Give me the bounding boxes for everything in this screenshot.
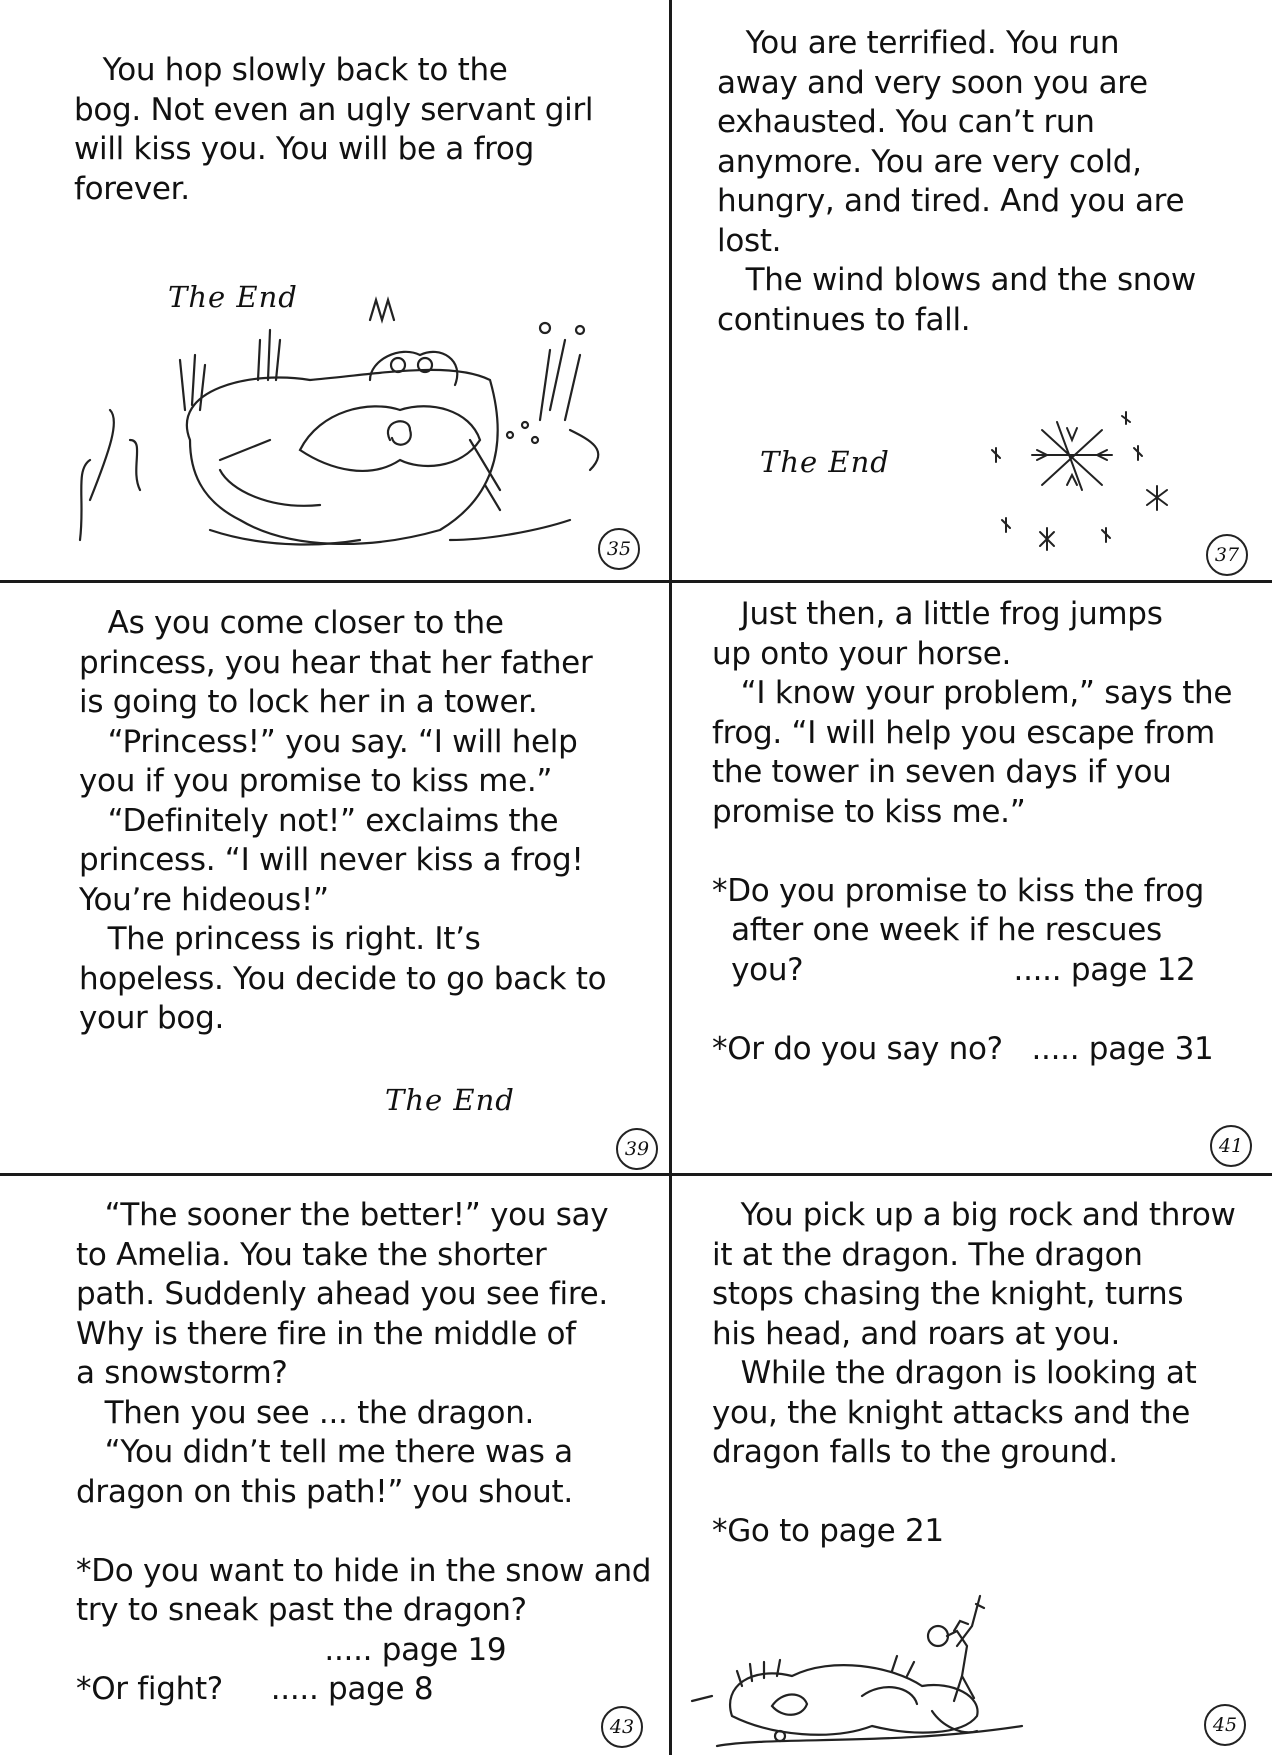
frog-illustration [70, 300, 630, 560]
panel-text: You pick up a big rock and throw it at the dragon. The dragon stops chasing the knight, turns his head, and roars at you. While the dragon is looking at you, the knight attacks and the dragon falls to the ground. *Go to page 21 [712, 1197, 1236, 1549]
the-end-label: The End [168, 280, 298, 314]
panel-page-35 [0, 0, 669, 580]
panel-text: As you come closer to the princess, you hear that her father is going to lock her in a tower. “Princess!” you say. “I will help you if you promise to kiss me.” “Definitely not!” exclaims the princess. “I will never kiss a frog! You’re hideous!” The princess is right. It’s hopeless. You decide to go back to your bog. [79, 605, 607, 1036]
panel-text: You hop slowly back to the bog. Not even an ugly servant girl will kiss you. You will be a frog forever. [74, 52, 594, 207]
panel-page-41 [672, 583, 1272, 1173]
page-number-badge: 35 [598, 528, 640, 570]
panel-page-37 [672, 0, 1272, 580]
snowflake-illustration [972, 410, 1232, 560]
panel-text: “The sooner the better!” you say to Amelia. You take the shorter path. Suddenly ahead you see fire. Why is there fire in the middle of a snowstorm? Then you see ... the dragon. “You didn’t tell me there was a dragon on this path!” you shout. *Do you want to hide in the snow and try to sneak past the dragon? ..... page 19 *Or fight? ..... page 8 [76, 1197, 652, 1707]
panel-text: You are terrified. You run away and very soon you are exhausted. You can’t run anymore. You are very cold, hungry, and tired. And you are lost. The wind blows and the snow continues to fall. [717, 25, 1196, 338]
panel-page-39 [0, 583, 669, 1173]
page-number-badge: 43 [601, 1706, 643, 1748]
panel-text: Just then, a little frog jumps up onto your horse. “I know your problem,” says the frog. “I will help you escape from the tower in seven days if you promise to kiss me.” *Do you promise to kiss the frog after one week if he rescues you? ..... page 12 *Or do you say no? ..... page 31 [712, 596, 1233, 1067]
panel-page-43 [0, 1176, 669, 1755]
page-number-badge: 37 [1206, 534, 1248, 576]
knight-dragon-illustration [692, 1586, 1112, 1756]
the-end-label: The End [385, 1083, 515, 1117]
page-number-badge: 45 [1204, 1704, 1246, 1746]
the-end-label: The End [760, 445, 890, 479]
page-number-badge: 41 [1210, 1125, 1252, 1167]
panel-page-45 [672, 1176, 1272, 1755]
page-number-badge: 39 [616, 1128, 658, 1170]
